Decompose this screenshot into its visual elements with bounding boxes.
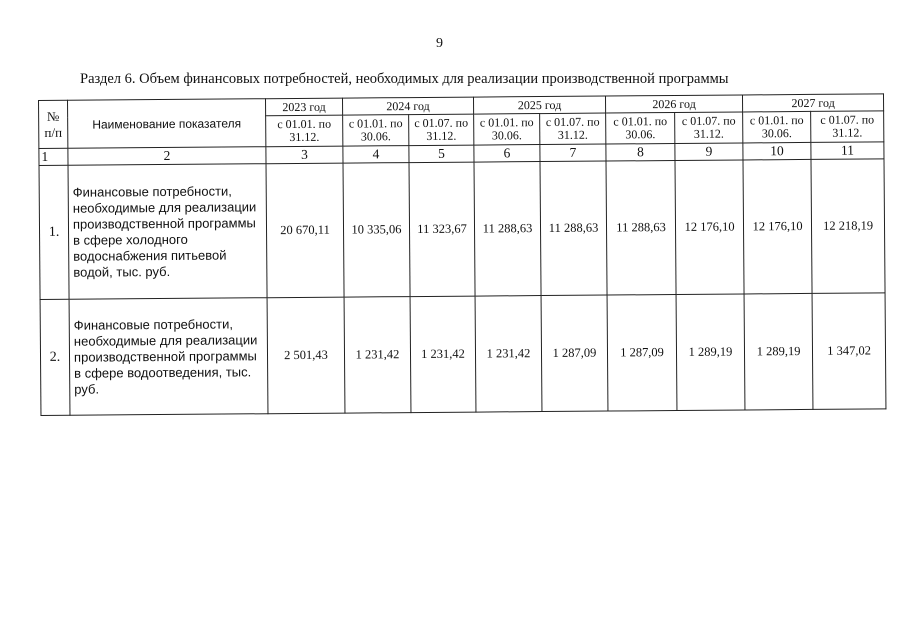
year-2024: 2024 год — [342, 97, 473, 115]
col-index: 5 — [409, 145, 474, 163]
cell-value: 1 347,02 — [812, 293, 886, 410]
col-index: 2 — [68, 147, 266, 166]
col-index: 7 — [540, 144, 606, 162]
col-index: 1 — [39, 148, 68, 165]
cell-value: 1 231,42 — [410, 296, 476, 413]
year-2026: 2026 год — [606, 95, 743, 113]
row-name: Финансовые потребности, необходимые для реализации производственной программы в сфере холодного водоснабжения питьевой водой, тыс. руб. — [68, 164, 267, 300]
row-num: 2. — [40, 299, 70, 415]
period-2025-h1: с 01.01. по 30.06. — [474, 114, 540, 146]
year-2023: 2023 год — [265, 98, 342, 116]
cell-value: 10 335,06 — [343, 163, 410, 298]
col-index: 10 — [743, 142, 811, 160]
period-2024-h1: с 01.01. по 30.06. — [343, 115, 409, 147]
year-2025: 2025 год — [474, 96, 606, 114]
row-name: Финансовые потребности, необходимые для реализации производственной программы в сфере водоотведения, тыс. руб. — [69, 298, 268, 416]
financial-needs-table — [38, 93, 887, 416]
cell-value: 11 323,67 — [409, 162, 475, 297]
period-2027-h2: с 01.07. по 31.12. — [811, 111, 884, 143]
table-row — [40, 293, 886, 416]
cell-value: 1 231,42 — [475, 296, 542, 413]
cell-value: 1 287,09 — [541, 295, 608, 412]
section-caption: Раздел 6. Объем финансовых потребностей, необходимых для реализации производственной программы — [80, 71, 729, 87]
row-num: 1. — [39, 165, 69, 299]
table-row — [39, 159, 885, 300]
year-2027: 2027 год — [743, 94, 884, 112]
col-index: 3 — [266, 146, 343, 164]
cell-value: 1 289,19 — [744, 293, 813, 410]
cell-value: 12 176,10 — [675, 160, 744, 295]
period-2026-h2: с 01.07. по 31.12. — [675, 112, 743, 144]
col-index: 11 — [811, 142, 884, 160]
cell-value: 11 288,63 — [606, 160, 676, 295]
cell-value: 11 288,63 — [540, 161, 607, 296]
page-number: 9 — [436, 36, 443, 51]
cell-value: 1 231,42 — [344, 297, 411, 414]
cell-value: 1 287,09 — [607, 294, 677, 411]
financial-table-wrapper — [38, 93, 885, 416]
cell-value: 1 289,19 — [676, 294, 745, 411]
header-name: Наименование показателя — [68, 99, 266, 149]
col-index: 4 — [343, 146, 409, 164]
cell-value: 20 670,11 — [266, 163, 344, 298]
cell-value: 12 176,10 — [743, 159, 812, 294]
col-index: 6 — [474, 145, 540, 163]
cell-value: 11 288,63 — [474, 162, 541, 297]
period-2027-h1: с 01.01. по 30.06. — [743, 111, 811, 143]
period-2024-h2: с 01.07. по 31.12. — [409, 114, 474, 146]
col-index: 9 — [675, 143, 743, 161]
period-2025-h2: с 01.07. по 31.12. — [540, 113, 606, 145]
period-2023-full: с 01.01. по 31.12. — [266, 115, 343, 147]
cell-value: 12 218,19 — [811, 159, 885, 294]
col-index: 8 — [606, 143, 675, 161]
cell-value: 2 501,43 — [267, 297, 345, 414]
period-2026-h1: с 01.01. по 30.06. — [606, 113, 675, 145]
header-num: № п/п — [39, 100, 68, 148]
